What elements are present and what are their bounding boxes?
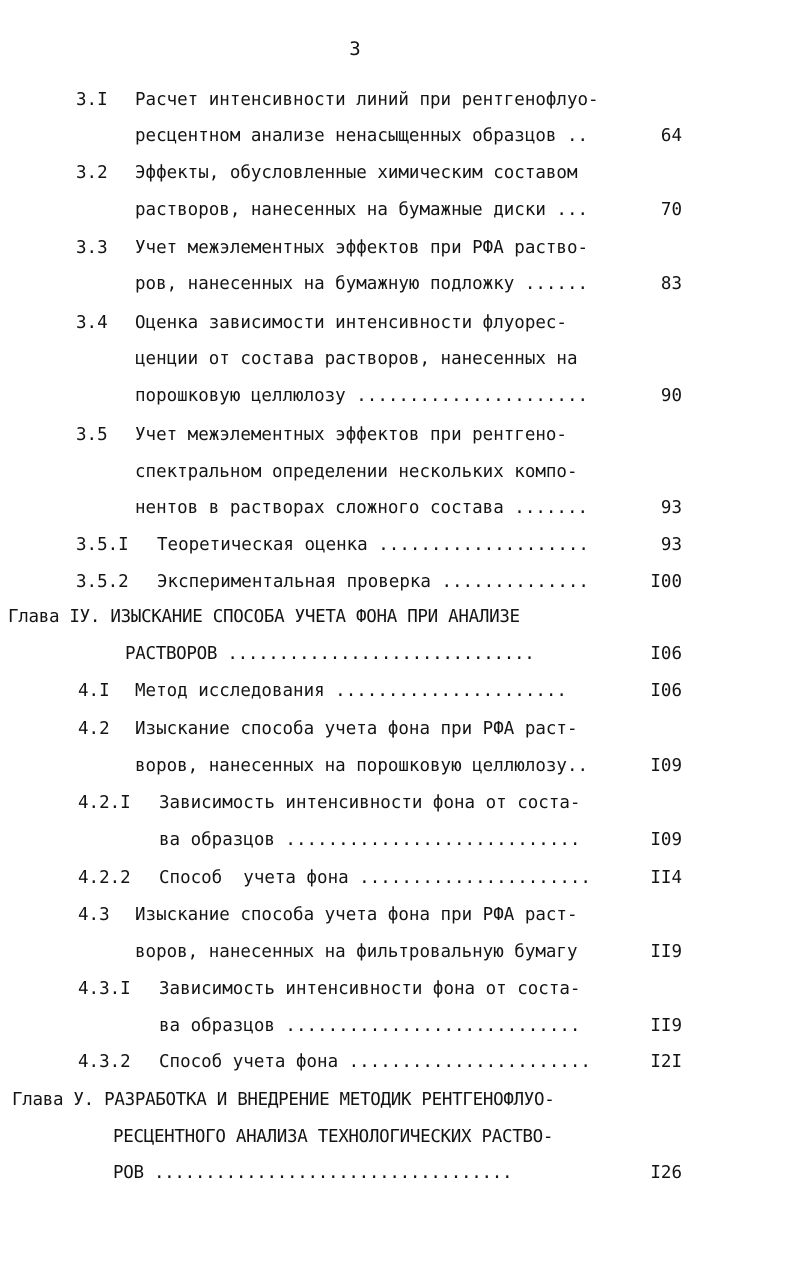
entry-text-line: ва образцов ............................	[159, 830, 581, 850]
section-number: 4.2.2	[78, 868, 131, 888]
page-ref: I09	[650, 830, 682, 850]
section-number: 3.2	[76, 163, 108, 183]
page-ref: I00	[650, 572, 682, 592]
page-ref: I26	[650, 1163, 682, 1183]
page-ref: I06	[650, 681, 682, 701]
chapter-title-line: РАСТВОРОВ ..............................	[125, 644, 535, 664]
chapter-title-line: РОВ ...................................	[113, 1163, 513, 1183]
entry-text-line: Теоретическая оценка ....................	[157, 535, 589, 555]
section-number: 3.I	[76, 90, 108, 110]
chapter-title-line: РЕСЦЕНТНОГО АНАЛИЗА ТЕХНОЛОГИЧЕСКИХ РАСТВО-	[113, 1127, 554, 1147]
entry-text-line: воров, нанесенных на фильтровальную бумагу	[135, 942, 578, 962]
page-ref: 83	[660, 274, 682, 294]
page-ref: II9	[650, 1016, 682, 1036]
section-number: 4.I	[78, 681, 110, 701]
entry-text-line: ва образцов ............................	[159, 1016, 581, 1036]
page-ref: 64	[660, 126, 682, 146]
entry-text-line: ров, нанесенных на бумажную подложку ......	[135, 274, 589, 294]
entry-text-line: Эффекты, обусловленные химическим составом	[135, 163, 578, 183]
entry-text-line: растворов, нанесенных на бумажные диски ...	[135, 200, 589, 220]
section-number: 4.2	[78, 719, 110, 739]
section-number: 3.4	[76, 313, 108, 333]
page-ref: II9	[650, 942, 682, 962]
page-ref: 90	[660, 386, 682, 406]
page-ref: 70	[660, 200, 682, 220]
page-ref: I09	[650, 756, 682, 776]
entry-text-line: Экспериментальная проверка ..............	[157, 572, 589, 592]
section-number: 3.3	[76, 238, 108, 258]
entry-text-line: Изыскание способа учета фона при РФА раст-	[135, 905, 578, 925]
entry-text-line: Учет межэлементных эффектов при РФА раство-	[135, 238, 589, 258]
page-ref: I06	[650, 644, 682, 664]
section-number: 4.3.2	[78, 1052, 131, 1072]
page-ref: I2I	[650, 1052, 682, 1072]
page-ref: II4	[650, 868, 682, 888]
chapter-title-line: Глава У. РАЗРАБОТКА И ВНЕДРЕНИЕ МЕТОДИК РЕНТГЕНОФЛУО-	[12, 1090, 555, 1110]
entry-text-line: Метод исследования ......................	[135, 681, 567, 701]
entry-text-line: Изыскание способа учета фона при РФА раст-	[135, 719, 578, 739]
entry-text-line: спектральном определении нескольких компо-	[135, 462, 578, 482]
chapter-title-line: Глава IУ. ИЗЫСКАНИЕ СПОСОБА УЧЕТА ФОНА ПРИ АНАЛИЗЕ	[8, 607, 520, 627]
entry-text-line: ресцентном анализе ненасыщенных образцов ..	[135, 126, 589, 146]
page-number: 3	[349, 38, 361, 60]
entry-text-line: Способ учета фона ......................	[159, 868, 591, 888]
page-ref: 93	[660, 535, 682, 555]
section-number: 3.5.I	[76, 535, 129, 555]
entry-text-line: нентов в растворах сложного состава .......	[135, 498, 589, 518]
entry-text-line: Зависимость интенсивности фона от соста-	[159, 979, 581, 999]
entry-text-line: ценции от состава растворов, нанесенных на	[135, 349, 578, 369]
section-number: 4.2.I	[78, 793, 131, 813]
entry-text-line: Зависимость интенсивности фона от соста-	[159, 793, 581, 813]
section-number: 3.5	[76, 425, 108, 445]
page-ref: 93	[660, 498, 682, 518]
section-number: 4.3.I	[78, 979, 131, 999]
entry-text-line: Способ учета фона .......................	[159, 1052, 591, 1072]
section-number: 4.3	[78, 905, 110, 925]
entry-text-line: Расчет интенсивности линий при рентгенофлуо-	[135, 90, 599, 110]
section-number: 3.5.2	[76, 572, 129, 592]
entry-text-line: воров, нанесенных на порошковую целлюлозу..	[135, 756, 589, 776]
entry-text-line: порошковую целлюлозу ......................	[135, 386, 589, 406]
entry-text-line: Учет межэлементных эффектов при рентгено-	[135, 425, 567, 445]
entry-text-line: Оценка зависимости интенсивности флуорес-	[135, 313, 567, 333]
